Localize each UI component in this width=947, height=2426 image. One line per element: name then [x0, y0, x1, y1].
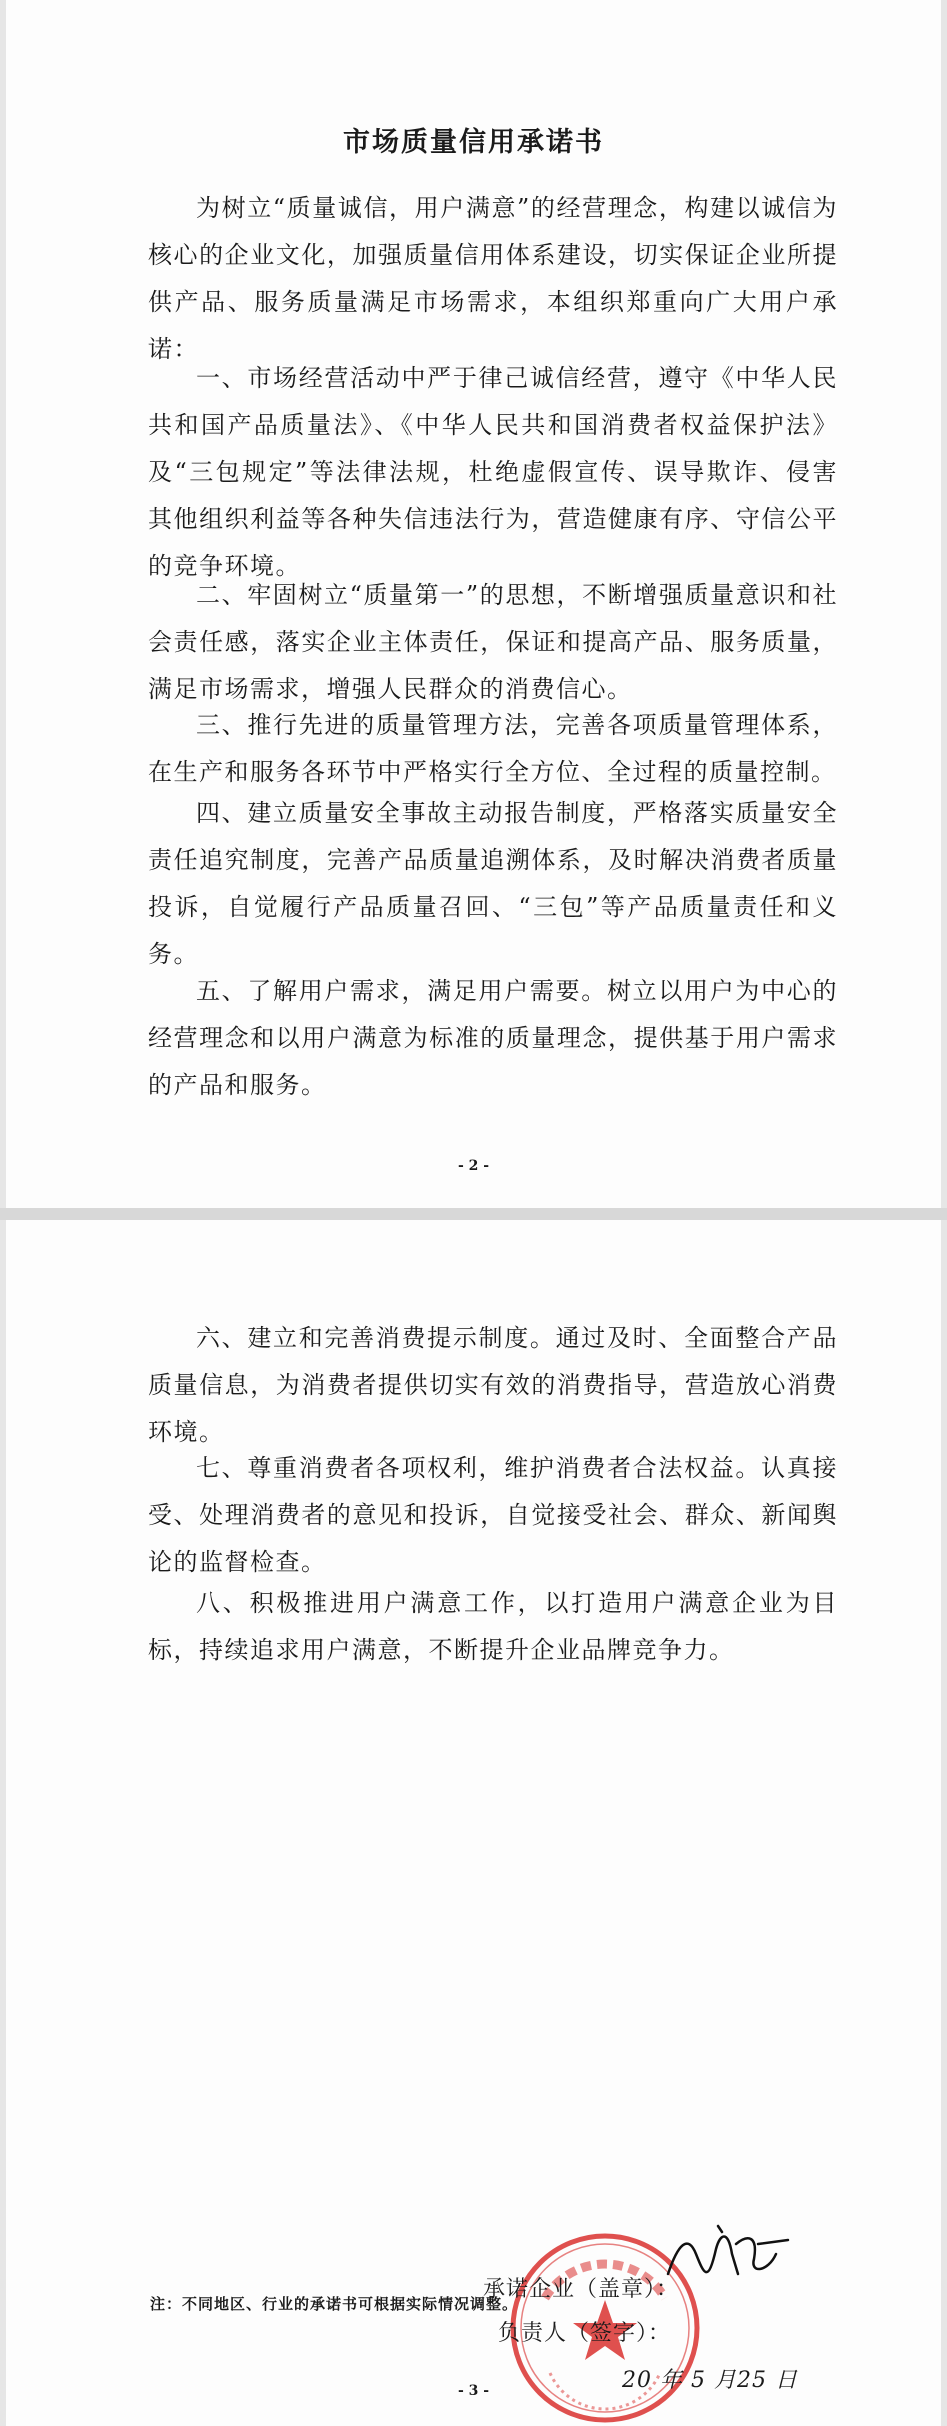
company-seal-label: 承诺企业（盖章）： — [483, 2277, 680, 2302]
commitment-8: 八、积极推进用户满意工作，以打造用户满意企业为目标，持续追求用户满意，不断提升企业品牌竞争力。 — [148, 1589, 838, 1664]
commitment-5: 五、了解用户需求，满足用户需要。树立以用户为中心的经营理念和以用户满意为标准的质量理念，提供基于用户需求的产品和服务。 — [148, 977, 838, 1099]
page-edge-left — [0, 1220, 6, 2426]
page-edge-right — [941, 1220, 947, 2426]
commitment-6: 六、建立和完善消费提示制度。通过及时、全面整合产品质量信息，为消费者提供切实有效的消费指导，营造放心消费环境。 — [148, 1324, 838, 1446]
intro-paragraph: 为树立“质量诚信，用户满意”的经营理念，构建以诚信为核心的企业文化，加强质量信用体系建设，切实保证企业所提供产品、服务质量满足市场需求，本组织郑重向广大用户承诺： — [148, 194, 838, 363]
document-page-2 — [0, 0, 947, 1208]
page-number: - 3 - — [457, 2383, 490, 2399]
page-number: - 2 - — [457, 1158, 490, 1174]
document-title: 市场质量信用承诺书 — [343, 127, 604, 158]
signing-date: 20 年 5 月25 日 — [622, 2368, 798, 2393]
page-separator — [0, 1208, 947, 1220]
handwritten-signature — [658, 2214, 798, 2294]
commitment-1: 一、市场经营活动中严于律己诚信经营，遵守《中华人民共和国产品质量法》、《中华人民共和国消费者权益保护法》及“三包规定”等法律法规，杜绝虚假宣传、误导欺诈、侵害其他组织利益等各种失信违法行为，营造健康有序、守信公平的竞争环境。 — [148, 364, 838, 580]
commitment-3: 三、推行先进的质量管理方法，完善各项质量管理体系，在生产和服务各环节中严格实行全方位、全过程的质量控制。 — [148, 711, 838, 786]
commitment-2: 二、牢固树立“质量第一”的思想，不断增强质量意识和社会责任感，落实企业主体责任，保证和提高产品、服务质量，满足市场需求，增强人民群众的消费信心。 — [148, 581, 838, 703]
responsible-person-label: 负责人（签字）： — [498, 2321, 672, 2346]
footnote: 注：不同地区、行业的承诺书可根据实际情况调整。 — [150, 2295, 519, 2313]
document-page-3 — [0, 1220, 947, 2426]
page-edge-left — [0, 0, 6, 1208]
page-edge-right — [941, 0, 947, 1208]
commitment-7: 七、尊重消费者各项权利，维护消费者合法权益。认真接受、处理消费者的意见和投诉，自觉接受社会、群众、新闻舆论的监督检查。 — [148, 1454, 838, 1576]
commitment-4: 四、建立质量安全事故主动报告制度，严格落实质量安全责任追究制度，完善产品质量追溯体系，及时解决消费者质量投诉，自觉履行产品质量召回、“三包”等产品质量责任和义务。 — [148, 799, 838, 968]
